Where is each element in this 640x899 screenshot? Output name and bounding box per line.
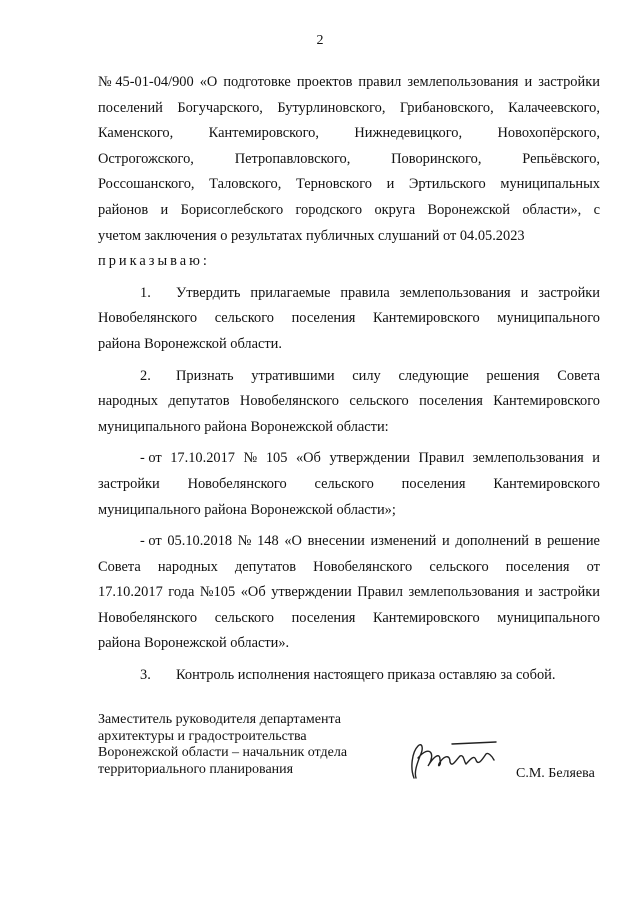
item-2-first-line bbox=[98, 364, 600, 390]
word: 17.10.2017 bbox=[98, 584, 163, 601]
word: муниципальных bbox=[500, 176, 600, 193]
word: районов bbox=[98, 201, 149, 218]
word: Кантемировского bbox=[493, 475, 600, 492]
word: Калачеевского, bbox=[508, 99, 600, 116]
word: № bbox=[237, 533, 252, 550]
word: Кантемировского bbox=[373, 609, 480, 626]
word: 05.10.2018 bbox=[167, 533, 233, 550]
word: поселений bbox=[98, 99, 163, 116]
word: правил bbox=[358, 74, 402, 90]
word: землепользования bbox=[407, 74, 519, 90]
word: Борисоглебского bbox=[180, 201, 284, 218]
word: землепользования bbox=[399, 284, 511, 301]
word: в bbox=[534, 533, 542, 550]
text-line bbox=[98, 306, 600, 332]
word: Россошанского, bbox=[98, 176, 195, 193]
order-word: приказываю: bbox=[98, 253, 210, 270]
word: и bbox=[160, 201, 169, 218]
word: сельского bbox=[429, 558, 489, 575]
word: Богучарского, bbox=[177, 99, 263, 116]
word: округа bbox=[374, 201, 416, 218]
word: Правил bbox=[357, 584, 403, 601]
item-1-last-line: района Воронежской области. bbox=[98, 335, 282, 352]
word: Эртильского bbox=[408, 176, 486, 193]
document-body bbox=[98, 70, 600, 689]
word: прилагаемые bbox=[250, 284, 331, 301]
signatory-title bbox=[98, 712, 347, 778]
word: и bbox=[386, 176, 395, 193]
word: землепользования bbox=[472, 450, 584, 467]
word: Терновского bbox=[295, 176, 372, 193]
word: поселения bbox=[291, 310, 356, 327]
word: изменений bbox=[370, 533, 437, 550]
subitem-1-last-line: муниципального района Воронежской области»; bbox=[98, 501, 396, 518]
subitem-2-first-line bbox=[98, 529, 600, 555]
word: внесении bbox=[307, 533, 365, 550]
word: народных bbox=[98, 393, 158, 410]
word: Каменского, bbox=[98, 125, 174, 142]
word: решения bbox=[486, 367, 540, 384]
word: «Об bbox=[295, 450, 321, 467]
word: 105 bbox=[265, 450, 288, 467]
word: - от bbox=[140, 533, 162, 550]
text-line bbox=[98, 580, 600, 606]
word: Кантемировского bbox=[373, 310, 480, 327]
item-number: 3. bbox=[140, 667, 151, 684]
word: 17.10.2017 bbox=[170, 450, 235, 467]
word: Нижнедевицкого, bbox=[354, 125, 463, 142]
text-line bbox=[98, 70, 600, 96]
text-line bbox=[98, 147, 600, 173]
word: и bbox=[520, 284, 529, 301]
word: Воронежской bbox=[427, 201, 510, 218]
word: от bbox=[586, 558, 600, 575]
word: застройки bbox=[538, 284, 600, 301]
word: следующие bbox=[398, 367, 469, 384]
word: 148 bbox=[257, 533, 279, 550]
word: Грибановского, bbox=[399, 99, 494, 116]
word: депутатов bbox=[234, 558, 297, 575]
subitem-1-first-line bbox=[98, 446, 600, 472]
word: поселения bbox=[401, 475, 466, 492]
word: Совета bbox=[557, 367, 600, 384]
signatory-title-line: Воронежской области – начальник отдела bbox=[98, 745, 348, 760]
item-3 bbox=[98, 663, 600, 689]
text-line bbox=[98, 555, 600, 581]
item-1 bbox=[98, 281, 600, 358]
subitem-2 bbox=[98, 529, 600, 657]
word: и bbox=[524, 74, 533, 90]
subitem-2-last-line: района Воронежской области». bbox=[98, 635, 290, 652]
word: Репьёвского, bbox=[522, 150, 600, 167]
word: с bbox=[593, 201, 600, 218]
word: Острогожского, bbox=[98, 150, 194, 167]
word: застройки bbox=[538, 74, 600, 90]
word: утратившими bbox=[251, 367, 335, 384]
word: «О bbox=[199, 74, 218, 90]
signatory-title-line: территориального планирования bbox=[98, 761, 294, 777]
word: землепользования bbox=[408, 584, 520, 601]
page-number: 2 bbox=[316, 33, 324, 48]
handwritten-signature bbox=[400, 738, 510, 786]
word: Новобелянского bbox=[313, 558, 413, 575]
text-line bbox=[98, 96, 600, 122]
word: застройки bbox=[98, 475, 160, 492]
word: дополнений bbox=[455, 533, 529, 550]
word: силу bbox=[352, 367, 381, 384]
signatory-title-line: архитектуры и градостроительства bbox=[98, 728, 307, 744]
word: Признать bbox=[176, 367, 234, 384]
intro-paragraph bbox=[98, 70, 600, 224]
word: застройки bbox=[538, 584, 600, 601]
word: № 45-01-04/900 bbox=[98, 74, 194, 90]
word: сельского bbox=[214, 310, 274, 327]
word: Новобелянского bbox=[98, 609, 198, 626]
word: Кантемировского, bbox=[208, 125, 319, 142]
word: правила bbox=[340, 284, 390, 301]
word: и bbox=[592, 450, 600, 467]
word: поселения bbox=[291, 609, 356, 626]
word: утверждении bbox=[271, 584, 352, 601]
word: №105 bbox=[199, 584, 236, 601]
word: Новобелянского bbox=[239, 393, 340, 410]
item-number: 2. bbox=[140, 367, 151, 384]
word: и bbox=[442, 533, 450, 550]
word: Кантемировского bbox=[493, 393, 600, 410]
word: «Об bbox=[240, 584, 266, 601]
word: - от bbox=[140, 450, 162, 467]
word: проектов bbox=[296, 74, 353, 90]
word: сельского bbox=[214, 609, 274, 626]
word: Новобелянского bbox=[98, 310, 198, 327]
word: сельского bbox=[349, 393, 409, 410]
word: народных bbox=[157, 558, 218, 575]
word: Новобелянского bbox=[187, 475, 287, 492]
word: поселения bbox=[505, 558, 570, 575]
item-3-text: Контроль исполнения настоящего приказа оставляю за собой. bbox=[176, 667, 556, 684]
word: поселения bbox=[419, 393, 483, 410]
word: и bbox=[525, 584, 533, 601]
text-line bbox=[98, 198, 600, 224]
word: Поворинского, bbox=[391, 150, 482, 167]
word: области», bbox=[522, 201, 582, 218]
text-line bbox=[98, 121, 600, 147]
word: № bbox=[243, 450, 258, 467]
word: городского bbox=[295, 201, 363, 218]
word: Таловского, bbox=[209, 176, 282, 193]
text-line bbox=[98, 172, 600, 198]
item-1-first-line bbox=[98, 281, 600, 307]
word: муниципального bbox=[497, 310, 600, 327]
word: «О bbox=[284, 533, 302, 550]
text-line bbox=[98, 472, 600, 498]
word: Бутурлиновского, bbox=[277, 99, 386, 116]
word: муниципального bbox=[497, 609, 600, 626]
subitem-1 bbox=[98, 446, 600, 523]
word: Утвердить bbox=[176, 284, 241, 301]
intro-last-line: учетом заключения о результатах публичных слушаний от 04.05.2023 bbox=[98, 227, 525, 244]
word: подготовке bbox=[223, 74, 291, 90]
word: утверждении bbox=[329, 450, 410, 467]
signatory-name: С.М. Беляева bbox=[516, 766, 595, 781]
word: Совета bbox=[98, 558, 141, 575]
item-number: 1. bbox=[140, 284, 151, 301]
word: сельского bbox=[314, 475, 374, 492]
word: Правил bbox=[418, 450, 465, 467]
word: Петропавловского, bbox=[234, 150, 351, 167]
word: решение bbox=[547, 533, 600, 550]
word: депутатов bbox=[168, 393, 230, 410]
text-line bbox=[98, 389, 600, 415]
word: Новохопёрского, bbox=[497, 125, 600, 142]
signatory-title-line: Заместитель руководителя департамента bbox=[98, 712, 341, 727]
text-line bbox=[98, 606, 600, 632]
word: года bbox=[168, 584, 195, 601]
item-2-last-line: муниципального района Воронежской области: bbox=[98, 418, 389, 435]
item-2 bbox=[98, 364, 600, 441]
